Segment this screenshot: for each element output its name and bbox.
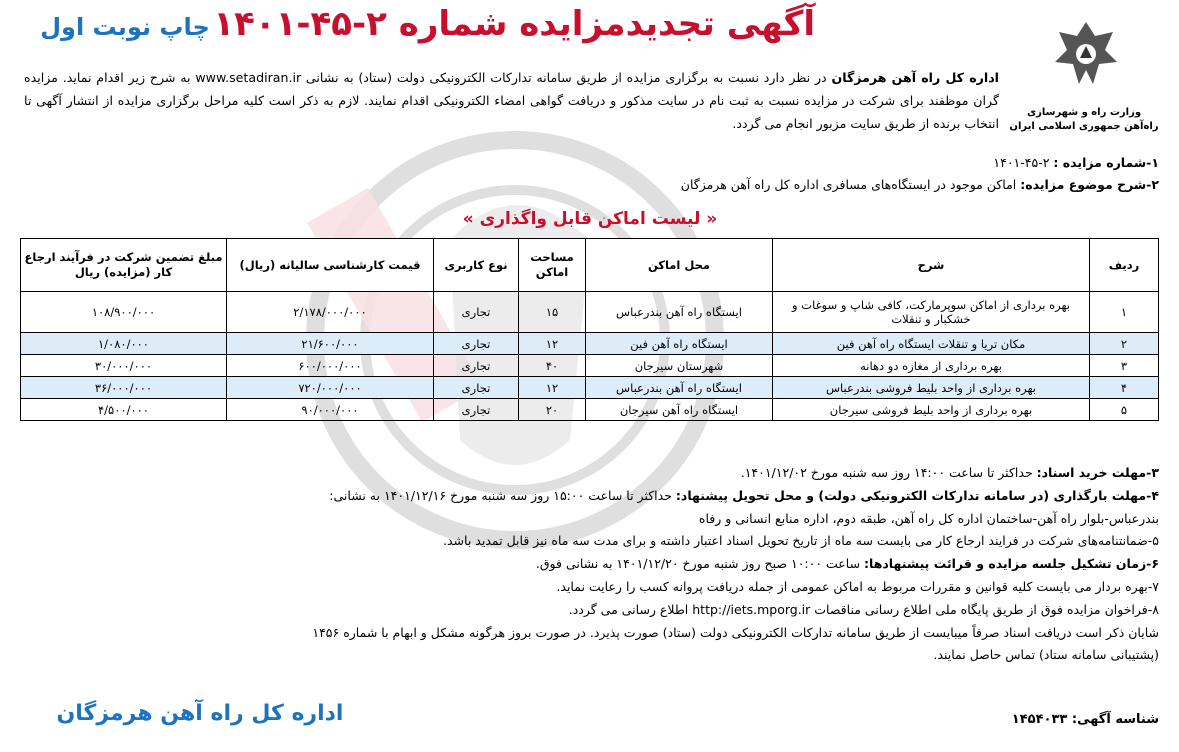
cell-location: ایستگاه راه آهن فین bbox=[586, 333, 773, 355]
cell-desc: بهره برداری از مغازه دو دهانه bbox=[773, 355, 1090, 377]
cell-usage: تجاری bbox=[434, 377, 519, 399]
places-table bbox=[20, 238, 1159, 421]
item-document-deadline bbox=[19, 462, 1159, 484]
cell-area: ۲۰ bbox=[519, 399, 586, 421]
setad-url-link[interactable]: www.setadiran.ir bbox=[195, 70, 302, 85]
iets-url-link[interactable]: http://iets.mporg.ir bbox=[692, 602, 811, 617]
cell-row: ۴ bbox=[1090, 377, 1159, 399]
item-4-value: حداکثر تا ساعت ۱۵:۰۰ روز سه شنبه مورخ ۱۴۰۱/۱۲/۱۶ به نشانی: bbox=[329, 488, 676, 503]
table-row bbox=[21, 399, 1159, 421]
cell-price: ۶۰۰/۰۰۰/۰۰۰ bbox=[227, 355, 434, 377]
cell-desc: بهره برداری از واحد بلیط فروشی بندرعباس bbox=[773, 377, 1090, 399]
item-4-label: ۴-مهلت بارگذاری (در سامانه تدارکات الکترونیکی دولت) و محل تحویل پیشنهاد: bbox=[675, 488, 1159, 503]
cell-area: ۱۵ bbox=[519, 292, 586, 333]
cell-location: ایستگاه راه آهن سیرجان bbox=[586, 399, 773, 421]
table-row bbox=[21, 355, 1159, 377]
support-note-line-1: شایان ذکر است دریافت اسناد صرفاً میبایست از طریق سامانه تدارکات الکترونیکی دولت (ستاد) صورت پذیرد. در صورت بروز هرگونه مشکل و ابهام با شماره ۱۴۵۶ bbox=[312, 625, 1159, 640]
cell-area: ۴۰ bbox=[519, 355, 586, 377]
cell-row: ۱ bbox=[1090, 292, 1159, 333]
cell-location: شهرستان سیرجان bbox=[586, 355, 773, 377]
col-price-header: قیمت کارشناسی سالیانه (ریال) bbox=[227, 239, 434, 292]
item-auction-subject bbox=[19, 174, 1159, 196]
ad-id-label: شناسه آگهی: bbox=[1071, 712, 1159, 727]
railway-emblem-icon bbox=[1051, 18, 1121, 88]
item-2-label: ۲-شرح موضوع مزایده: bbox=[1020, 177, 1159, 192]
col-usage-header: نوع کاربری bbox=[434, 239, 519, 292]
table-row bbox=[21, 292, 1159, 333]
support-note-line-2: (پشتیبانی سامانه ستاد) تماس حاصل نمایند. bbox=[933, 647, 1159, 662]
item-guarantee-validity: ۵-ضمانتنامه‌های شرکت در فرایند ارجاع کار می بایست سه ماه از تاریخ تحویل اسناد اعتبار داشته و برای مدت سه ماه نیز قابل تمدید باشد. bbox=[443, 533, 1159, 548]
cell-usage: تجاری bbox=[434, 355, 519, 377]
cell-guarantee: ۱۰۸/۹۰۰/۰۰۰ bbox=[21, 292, 227, 333]
cell-price: ۹۰/۰۰۰/۰۰۰ bbox=[227, 399, 434, 421]
table-row bbox=[21, 333, 1159, 355]
cell-price: ۲/۱۷۸/۰۰۰/۰۰۰ bbox=[227, 292, 434, 333]
cell-usage: تجاری bbox=[434, 399, 519, 421]
item-address: بندرعباس-بلوار راه آهن-ساختمان اداره کل راه آهن، طبقه دوم، اداره منابع انسانی و رفاه bbox=[698, 511, 1159, 526]
cell-desc: بهره برداری از اماکن سوپرمارکت، کافی شاپ و سوغات و خشکبار و تنقلات bbox=[773, 292, 1090, 333]
item-upload-deadline bbox=[19, 485, 1159, 507]
cell-usage: تجاری bbox=[434, 292, 519, 333]
col-area-header: مساحت اماکن bbox=[519, 239, 586, 292]
item-regulations: ۷-بهره بردار می بایست کلیه قوانین و مقررات مربوط به اماکن عمومی از جمله دریافت پروانه کسب را رعایت نماید. bbox=[556, 579, 1159, 594]
item-1-value: ۲-۴۵-۱۴۰۱ bbox=[993, 155, 1054, 170]
cell-guarantee: ۳۶/۰۰۰/۰۰۰ bbox=[21, 377, 227, 399]
ministry-line-2: راه‌آهن جمهوری اسلامی ایران bbox=[1009, 121, 1159, 132]
item-8-text-1: ۸-فراخوان مزایده فوق از طریق پایگاه ملی اطلاع رسانی مناقصات bbox=[810, 602, 1159, 617]
cell-usage: تجاری bbox=[434, 333, 519, 355]
col-row-header: ردیف bbox=[1090, 239, 1159, 292]
item-8-text-2: اطلاع رسانی می گردد. bbox=[568, 602, 693, 617]
cell-row: ۲ bbox=[1090, 333, 1159, 355]
ministry-line-1: وزارت راه و شهرسازی bbox=[1026, 107, 1142, 118]
item-2-value: اماکن موجود در ایستگاه‌های مسافری اداره کل راه آهن هرمزگان bbox=[680, 177, 1021, 192]
item-1-label: ۱-شماره مزایده : bbox=[1053, 155, 1159, 170]
cell-desc: بهره برداری از واحد بلیط فروشی سیرجان bbox=[773, 399, 1090, 421]
places-list-title: « لیست اماکن قابل واگذاری » bbox=[462, 209, 718, 229]
ministry-caption bbox=[1009, 106, 1159, 134]
notice-title: آگهی تجدیدمزایده شماره ۲-۴۵-۱۴۰۱ bbox=[213, 4, 815, 44]
item-opening-session bbox=[19, 553, 1159, 575]
ad-identifier bbox=[1012, 708, 1159, 732]
intro-text-1: در نظر دارد نسبت به برگزاری مزایده از طریق سامانه تدارکات الکترونیکی دولت (ستاد) به نشانی bbox=[301, 70, 832, 85]
intro-paragraph bbox=[24, 66, 999, 135]
item-6-value: ساعت ۱۰:۰۰ صبح روز شنبه مورخ ۱۴۰۱/۱۲/۲۰ به نشانی فوق. bbox=[535, 556, 865, 571]
cell-row: ۵ bbox=[1090, 399, 1159, 421]
cell-guarantee: ۳۰/۰۰۰/۰۰۰ bbox=[21, 355, 227, 377]
ad-id-value: ۱۴۵۴۰۳۳ bbox=[1011, 712, 1072, 727]
cell-guarantee: ۴/۵۰۰/۰۰۰ bbox=[21, 399, 227, 421]
intro-text-2: به شرح زیر اقدام نماید. مزایده گران موظفند برای شرکت در مزایده نسبت به ثبت نام در سایت مذکور و دریافت گواهی امضاء الکترونیکی اقدام نمایند. لازم به ذکر است کلیه مراحل برگزاری مزایده از انتشار آگهی تا انتخاب برنده از طریق سایت مزبور انجام می گردد. bbox=[24, 70, 999, 131]
cell-area: ۱۲ bbox=[519, 333, 586, 355]
cell-price: ۷۲۰/۰۰۰/۰۰۰ bbox=[227, 377, 434, 399]
cell-price: ۲۱/۶۰۰/۰۰۰ bbox=[227, 333, 434, 355]
col-guarantee-header: مبلغ تضمین شرکت در فرآیند ارجاع کار (مزایده) ریال bbox=[21, 239, 227, 292]
col-desc-header: شرح bbox=[773, 239, 1090, 292]
table-header-row bbox=[21, 239, 1159, 292]
intro-org: اداره کل راه آهن هرمزگان bbox=[831, 70, 999, 85]
item-6-label: ۶-زمان تشکیل جلسه مزایده و قرائت پیشنهادها: bbox=[864, 556, 1159, 571]
item-announcement bbox=[19, 599, 1159, 621]
cell-location: ایستگاه راه آهن بندرعباس bbox=[586, 377, 773, 399]
cell-row: ۳ bbox=[1090, 355, 1159, 377]
org-signature: اداره کل راه آهن هرمزگان bbox=[56, 701, 344, 726]
print-edition-badge: چاپ نوبت اول bbox=[40, 13, 210, 41]
cell-desc: مکان تریا و تنقلات ایستگاه راه آهن فین bbox=[773, 333, 1090, 355]
item-3-value: حداکثر تا ساعت ۱۴:۰۰ روز سه شنبه مورخ ۱۴۰۱/۱۲/۰۲. bbox=[740, 465, 1037, 480]
item-3-label: ۳-مهلت خرید اسناد: bbox=[1036, 465, 1159, 480]
cell-area: ۱۲ bbox=[519, 377, 586, 399]
cell-location: ایستگاه راه آهن بندرعباس bbox=[586, 292, 773, 333]
cell-guarantee: ۱/۰۸۰/۰۰۰ bbox=[21, 333, 227, 355]
col-location-header: محل اماکن bbox=[586, 239, 773, 292]
item-auction-number bbox=[19, 152, 1159, 174]
table-row bbox=[21, 377, 1159, 399]
